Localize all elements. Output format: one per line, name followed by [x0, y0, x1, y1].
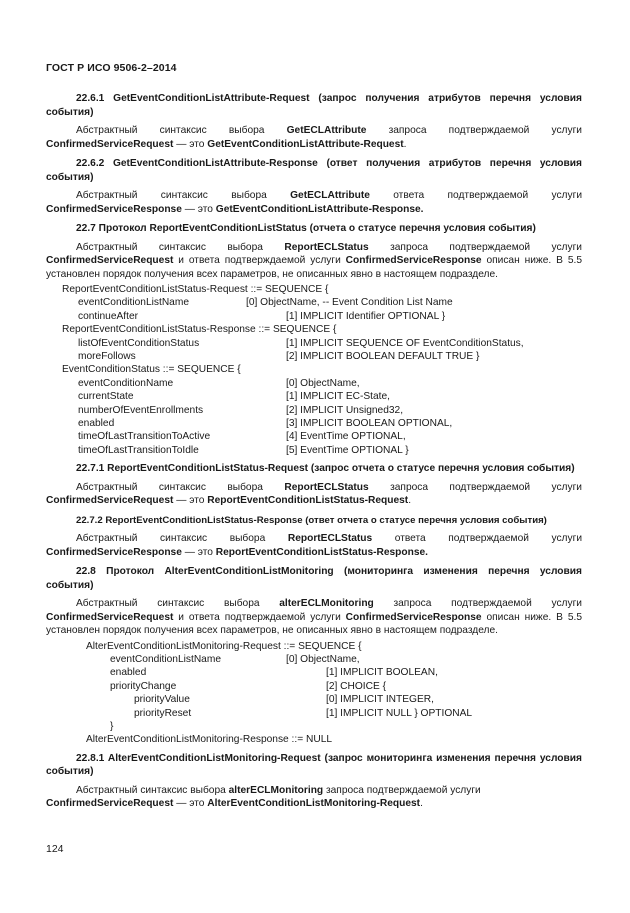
bold-term: ConfirmedServiceRequest: [46, 611, 174, 623]
text: описан ниже. В 5.5 установлен порядок получения всех параметров, не описанных явно в настоящем подразделе.: [46, 611, 582, 637]
code-line: [46, 404, 582, 417]
text: — это: [181, 203, 216, 215]
section-heading-22-7-2: 22.7.2 ReportEventConditionListStatus-Response (ответ отчета о статусе перечня условия события): [76, 514, 547, 526]
section-text-22-8: [46, 597, 582, 638]
bold-term: ConfirmedServiceResponse: [46, 203, 182, 215]
text: и ответа подтверждаемой услуги: [173, 255, 346, 266]
bold-term: ReportECLStatus: [284, 481, 369, 493]
code-type: [0] IMPLICIT INTEGER,: [326, 694, 434, 706]
code-line: [46, 720, 582, 733]
section-text-22-6-1: [46, 124, 582, 151]
code-field: currentState: [78, 391, 134, 403]
code-type: [4] EventTime OPTIONAL,: [286, 431, 406, 443]
code-type: [2] IMPLICIT Unsigned32,: [286, 404, 404, 416]
bold-term: alterECLMonitoring: [279, 598, 374, 610]
code-type: [0] ObjectName,: [286, 377, 360, 389]
text: ответа подтверждаемой услуги: [372, 533, 583, 545]
text: Абстрактный синтаксис выбора: [76, 784, 229, 796]
bold-term: AlterEventConditionListMonitoring-Request: [207, 798, 421, 810]
code-line: [46, 283, 582, 296]
bold-term: ReportECLStatus: [284, 241, 369, 253]
section-text-22-7-2: [46, 532, 582, 559]
code-line: [46, 707, 582, 720]
text: .: [403, 138, 407, 150]
document-header: ГОСТ Р ИСО 9506-2–2014: [46, 62, 177, 74]
code-line: [46, 390, 582, 403]
section-heading-22-7: 22.7 Протокол ReportEventConditionListStatus (отчета о статусе перечня условия события): [76, 223, 536, 234]
code-line: [46, 337, 582, 350]
bold-term: ReportECLStatus: [287, 533, 373, 545]
code-field: enabled: [110, 667, 147, 679]
bold-term: ReportEventConditionListStatus-Request: [207, 495, 409, 507]
code-field: priorityValue: [134, 694, 190, 706]
bold-term: alterECLMonitoring: [228, 784, 324, 796]
code-text: AlterEventConditionListMonitoring-Request ::= SEQUENCE {: [86, 640, 362, 652]
section-heading-22-8: 22.8 Протокол AlterEventConditionListMonitoring (мониторинга изменения перечня условия события): [46, 566, 582, 591]
code-type: [2] CHOICE {: [326, 680, 387, 692]
section-heading-22-6-2: 22.6.2 GetEventConditionListAttribute-Response (ответ получения атрибутов перечня условия события): [46, 158, 582, 183]
text: запроса подтверждаемой услуги: [323, 784, 481, 796]
code-field: eventConditionListName: [110, 653, 221, 665]
text: — это: [173, 138, 208, 150]
code-field: listOfEventConditionStatus: [78, 337, 200, 349]
text: запроса подтверждаемой услуги: [368, 241, 583, 253]
text: .: [420, 798, 423, 810]
section-text-22-7: [46, 241, 582, 282]
section-heading-22-6-1: 22.6.1 GetEventConditionListAttribute-Request (запрос получения атрибутов перечня условия события): [46, 93, 582, 118]
text: Абстрактный синтаксис выбора: [76, 125, 287, 136]
code-type: [1] IMPLICIT SEQUENCE OF EventConditionStatus,: [286, 337, 524, 349]
code-line: [46, 296, 582, 309]
text: Абстрактный синтаксис выбора: [76, 481, 285, 493]
code-line: [46, 417, 582, 430]
code-text: }: [110, 720, 114, 732]
code-line: [46, 363, 582, 376]
text: запроса подтверждаемой услуги: [368, 481, 583, 493]
asn1-code-block-22-7: [46, 283, 582, 457]
code-field: enabled: [78, 417, 115, 429]
code-text: EventConditionStatus ::= SEQUENCE {: [62, 364, 241, 376]
text: — это: [173, 798, 208, 810]
bold-term: ConfirmedServiceRequest: [46, 255, 174, 266]
code-line: [46, 733, 582, 746]
text: — это: [173, 495, 208, 507]
code-field: moreFollows: [78, 350, 136, 362]
code-type: [1] IMPLICIT EC-State,: [286, 391, 390, 403]
code-type: [5] EventTime OPTIONAL }: [286, 444, 409, 456]
bold-term: ConfirmedServiceResponse: [46, 546, 182, 558]
code-field: priorityReset: [134, 707, 192, 719]
code-line: [46, 310, 582, 323]
code-line: [46, 680, 582, 693]
code-type: [1] IMPLICIT BOOLEAN,: [326, 667, 438, 679]
text: — это: [181, 546, 216, 558]
bold-term: ConfirmedServiceResponse: [345, 611, 482, 623]
asn1-code-block-22-8: [46, 640, 582, 747]
bold-term: ConfirmedServiceRequest: [46, 138, 174, 150]
code-text: AlterEventConditionListMonitoring-Response ::= NULL: [86, 734, 333, 746]
code-field: timeOfLastTransitionToActive: [78, 431, 211, 443]
code-text: ReportEventConditionListStatus-Request ::= SEQUENCE {: [62, 284, 329, 295]
page-number: 124: [46, 843, 64, 855]
text: запроса подтверждаемой услуги: [366, 125, 583, 136]
section-heading-22-8-1: 22.8.1 AlterEventConditionListMonitoring-Request (запрос мониторинга изменения перечня условия события): [46, 752, 582, 778]
code-field: priorityChange: [110, 680, 177, 692]
code-type: [2] IMPLICIT BOOLEAN DEFAULT TRUE }: [286, 350, 480, 362]
code-field: eventConditionListName: [78, 297, 189, 309]
code-line: [46, 350, 582, 363]
text: Абстрактный синтаксис выбора: [76, 533, 288, 545]
code-field: eventConditionName: [78, 377, 174, 389]
text: и ответа подтверждаемой услуги: [173, 611, 346, 623]
code-text: ReportEventConditionListStatus-Response ::= SEQUENCE {: [62, 324, 337, 336]
code-type: [0] ObjectName,: [286, 653, 360, 665]
code-line: [46, 444, 582, 457]
code-type: [1] IMPLICIT Identifier OPTIONAL }: [286, 310, 446, 322]
bold-term: ConfirmedServiceResponse: [345, 255, 482, 266]
code-line: [46, 640, 582, 653]
bold-term: ConfirmedServiceRequest: [46, 495, 174, 507]
section-heading-22-7-1: 22.7.1 ReportEventConditionListStatus-Request (запрос отчета о статусе перечня условия события): [76, 463, 575, 475]
code-line: [46, 653, 582, 666]
text: Абстрактный синтаксис выбора: [76, 190, 291, 201]
bold-term: GetECLAttribute: [286, 125, 367, 136]
text: описан ниже. В 5.5 установлен порядок получения всех параметров, не описанных явно в настоящем подразделе.: [46, 255, 582, 280]
bold-term: GetECLAttribute: [290, 190, 370, 201]
section-text-22-7-1: [46, 481, 582, 508]
text: Абстрактный синтаксис выбора: [76, 241, 285, 253]
section-text-22-8-1: [46, 784, 582, 811]
code-field: numberOfEventEnrollments: [78, 404, 204, 416]
text: Абстрактный синтаксис выбора: [76, 598, 280, 610]
bold-term: ReportEventConditionListStatus-Response.: [215, 546, 429, 558]
text: .: [408, 495, 412, 507]
code-field: continueAfter: [78, 310, 139, 322]
section-text-22-6-2: [46, 189, 582, 216]
code-line: [46, 666, 582, 679]
text: запроса подтверждаемой услуги: [373, 598, 582, 610]
bold-term: GetEventConditionListAttribute-Request: [207, 138, 404, 150]
page-content: [46, 92, 582, 817]
code-line: [46, 323, 582, 336]
bold-term: ConfirmedServiceRequest: [46, 798, 174, 810]
code-field: timeOfLastTransitionToIdle: [78, 444, 199, 456]
code-type: [0] ObjectName, -- Event Condition List Name: [246, 297, 453, 309]
code-type: [3] IMPLICIT BOOLEAN OPTIONAL,: [286, 417, 453, 429]
code-line: [46, 430, 582, 443]
code-line: [46, 377, 582, 390]
code-line: [46, 693, 582, 706]
code-type: [1] IMPLICIT NULL } OPTIONAL: [326, 707, 473, 719]
bold-term: GetEventConditionListAttribute-Response.: [215, 203, 424, 215]
text: ответа подтверждаемой услуги: [369, 190, 583, 201]
